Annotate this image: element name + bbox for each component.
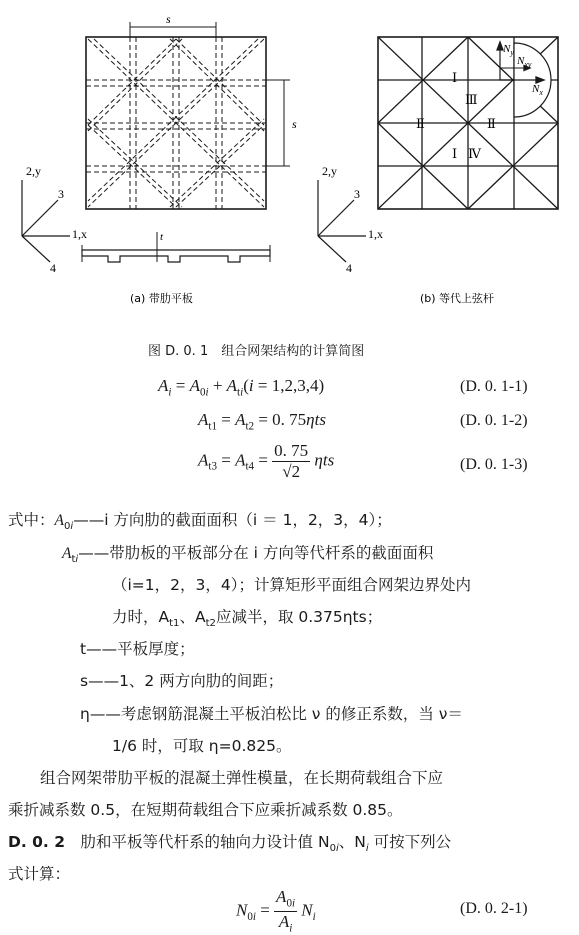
definition-ati-line2: （i=1，2，3，4）；计算矩形平面组合网架边界处内	[112, 576, 471, 594]
axis-x-label-b: 1,x	[368, 227, 383, 241]
equation-number: (D. 0. 1-1)	[460, 378, 528, 395]
caption-a: (a) 带肋平板	[130, 292, 193, 305]
dim-s-top: s	[166, 12, 171, 26]
equation-number: (D. 0. 1-2)	[460, 412, 528, 429]
equation-d011: $A_i = A_{0i} + A_{ti}(i = 1,2,3,4)$	[158, 376, 325, 399]
definition-t: t——平板厚度；	[80, 640, 195, 658]
equation-d013: $A_{t3} = A_{t4}$ = $\frac{0. 75}{√2}$ ηts	[198, 441, 335, 481]
axis-4-label-b: 4	[346, 261, 352, 275]
zone-2-left: Ⅱ	[416, 116, 425, 131]
equation-number: (D. 0. 2-1)	[460, 900, 528, 917]
axis-y-label-a: 2,y	[26, 164, 41, 178]
force-nx: $N_x$	[532, 83, 543, 97]
definition-s: s——1、2 两方向肋的间距；	[80, 672, 284, 690]
axis-4-label-a: 4	[50, 261, 56, 275]
zone-1-top: Ⅰ	[452, 70, 458, 85]
caption-b: (b) 等代上弦杆	[420, 292, 495, 305]
paragraph-line2: 乘折减系数 0.5，在短期荷载组合下应乘折减系数 0.85。	[8, 801, 403, 819]
zone-2-right: Ⅱ	[487, 116, 496, 131]
paragraph-line1: 组合网架带肋平板的混凝土弹性模量，在长期荷载组合下应	[40, 769, 444, 787]
axis-y-label-b: 2,y	[322, 164, 337, 178]
force-nxy: $N_{xy}$	[517, 55, 532, 69]
definition-ati: $A_{ti}——$带肋板的平板部分在 i 方向等代杆系的截面面积	[62, 544, 434, 566]
equation-d021: $N_{0i}$ = $\frac{A_{0i}}{A_i}$ $N_i$	[236, 887, 316, 935]
clause-d02-line2: 式计算：	[8, 865, 71, 883]
clause-number: D. 0. 2	[8, 833, 66, 851]
axis-3-label-b: 3	[354, 187, 360, 201]
zone-4: Ⅳ	[468, 146, 481, 161]
equation-number: (D. 0. 1-3)	[460, 456, 528, 473]
panel-b-equivalent-chords	[318, 37, 558, 262]
axis-3-label-a: 3	[58, 187, 64, 201]
definition-eta: η——考虑钢筋混凝土平板泊松比 ν 的修正系数，当 ν＝	[80, 705, 463, 723]
definition-eta-line2: 1/6 时，可取 η=0.825。	[112, 737, 292, 755]
zone-3: Ⅲ	[465, 92, 478, 107]
force-ny: $N_y$	[503, 43, 514, 57]
definition-ati-line3: 力时，$A_{t1}$、$A_{t2}$应减半，取 0.375ηts；	[112, 608, 383, 630]
axis-x-label-a: 1,x	[72, 227, 87, 241]
figure-title: 图 D. 0. 1 组合网架结构的计算简图	[148, 344, 365, 359]
clause-d02: D. 0. 2 肋和平板等代杆系的轴向力设计值 $N_{0i}$、$N_i$ 可按下列公	[8, 833, 452, 855]
dim-s-right: s	[292, 117, 297, 131]
zone-1-bottom: Ⅰ	[452, 146, 458, 161]
definition-a0i: 式中：$A_{0i}——i$ 方向肋的截面面积（i ＝ 1，2，3，4）；	[8, 511, 392, 533]
figure-d01	[0, 0, 579, 330]
dim-t: t	[160, 231, 164, 243]
panel-a-ribbed-plate	[22, 22, 290, 262]
equation-d012: $A_{t1} = A_{t2} = 0$. 75ηts	[198, 410, 326, 433]
